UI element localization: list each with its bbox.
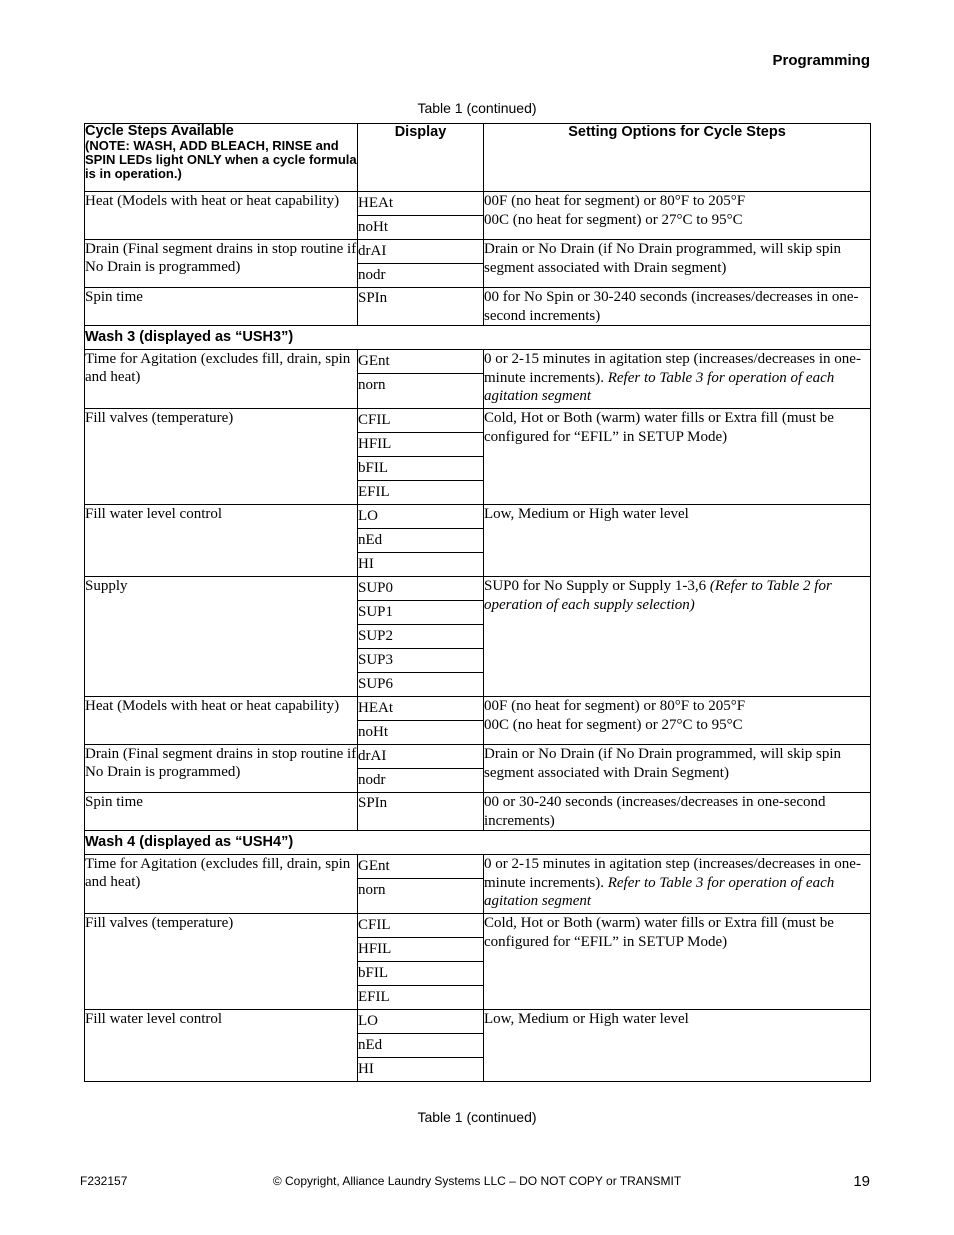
- display-code: SUP0: [358, 577, 484, 601]
- display-code: SUP3: [358, 649, 484, 673]
- display-code: HFIL: [358, 433, 484, 457]
- section-row-wash3: [85, 326, 871, 350]
- section-title-wash3: Wash 3 (displayed as “USH3”): [85, 326, 871, 350]
- setting-option-text: 0 or 2-15 minutes in agitation step (increases/decreases in one-minute increments).: [484, 856, 861, 891]
- setting-option: [484, 855, 871, 914]
- display-code: norn: [358, 374, 484, 409]
- display-code: nodr: [358, 264, 484, 288]
- footer-copyright: © Copyright, Alliance Laundry Systems LLC – DO NOT COPY or TRANSMIT: [272, 1174, 682, 1188]
- table-caption-top: Table 1 (continued): [417, 100, 537, 116]
- section-row-wash4: [85, 831, 871, 855]
- step-label: Fill water level control: [85, 1010, 358, 1082]
- step-label: Heat (Models with heat or heat capability): [85, 192, 358, 240]
- cycle-steps-table: [84, 123, 871, 1082]
- display-code: HI: [358, 553, 484, 577]
- setting-option-line: 00C (no heat for segment) or 27°C to 95°C: [484, 716, 743, 733]
- table-row: [85, 288, 871, 326]
- header-cycle-steps-title: Cycle Steps Available: [85, 123, 234, 139]
- section-title-wash4: Wash 4 (displayed as “USH4”): [85, 831, 871, 855]
- display-code: GEnt: [358, 855, 484, 879]
- setting-option: [484, 697, 871, 745]
- footer-doc-number: F232157: [80, 1174, 128, 1188]
- step-label: Time for Agitation (excludes fill, drain, spin and heat): [85, 855, 358, 914]
- section-title: Programming: [772, 52, 870, 69]
- setting-option-line: 00C (no heat for segment) or 27°C to 95°C: [484, 211, 743, 228]
- step-label: Supply: [85, 577, 358, 697]
- table-header-row: [85, 124, 871, 192]
- setting-option: Drain or No Drain (if No Drain programmed, will skip spin segment associated with Drain Segment): [484, 745, 871, 793]
- header-setting-options: Setting Options for Cycle Steps: [484, 124, 871, 192]
- display-code: drAI: [358, 745, 484, 769]
- setting-option-line: 00F (no heat for segment) or 80°F to 205°F: [484, 193, 746, 209]
- table-row: [85, 914, 871, 938]
- setting-option-reference: Refer to Table 3 for operation of each agitation segment: [484, 369, 835, 404]
- setting-option: Cold, Hot or Both (warm) water fills or Extra fill (must be configured for “EFIL” in SETUP Mode): [484, 409, 871, 505]
- step-label: Spin time: [85, 793, 358, 831]
- setting-option: Drain or No Drain (if No Drain programmed, will skip spin segment associated with Drain segment): [484, 240, 871, 288]
- table-row: [85, 192, 871, 216]
- setting-option-reference: Refer to Table 3 for operation of each agitation segment: [484, 874, 835, 909]
- table-row: [85, 350, 871, 374]
- table-row: [85, 1010, 871, 1034]
- display-code: SPIn: [358, 793, 484, 831]
- setting-option-line: 00F (no heat for segment) or 80°F to 205°F: [484, 698, 746, 714]
- setting-option-text: 0 or 2-15 minutes in agitation step (increases/decreases in one-minute increments).: [484, 351, 861, 386]
- display-code: noHt: [358, 721, 484, 745]
- step-label: Fill water level control: [85, 505, 358, 577]
- table-row: [85, 697, 871, 721]
- table-row: [85, 240, 871, 264]
- header-display: Display: [358, 124, 484, 192]
- table-row: [85, 855, 871, 879]
- display-code: EFIL: [358, 986, 484, 1010]
- display-code: CFIL: [358, 914, 484, 938]
- step-label: Fill valves (temperature): [85, 409, 358, 505]
- setting-option: Low, Medium or High water level: [484, 1010, 871, 1082]
- display-code: SUP2: [358, 625, 484, 649]
- table-row: [85, 577, 871, 601]
- step-label: Drain (Final segment drains in stop routine if No Drain is programmed): [85, 240, 358, 288]
- table-row: [85, 745, 871, 769]
- step-label: Time for Agitation (excludes fill, drain, spin and heat): [85, 350, 358, 409]
- header-cycle-steps: [85, 124, 358, 192]
- display-code: EFIL: [358, 481, 484, 505]
- display-code: HI: [358, 1058, 484, 1082]
- step-label: Fill valves (temperature): [85, 914, 358, 1010]
- display-code: CFIL: [358, 409, 484, 433]
- setting-option: 00 or 30-240 seconds (increases/decreases in one-second increments): [484, 793, 871, 831]
- display-code: nEd: [358, 529, 484, 553]
- header-cycle-steps-note: (NOTE: WASH, ADD BLEACH, RINSE and SPIN LEDs light ONLY when a cycle formula is in operation.): [85, 138, 357, 181]
- setting-option: [484, 350, 871, 409]
- table-caption-bottom: Table 1 (continued): [417, 1109, 537, 1125]
- display-code: drAI: [358, 240, 484, 264]
- table-row: [85, 793, 871, 831]
- step-label: Spin time: [85, 288, 358, 326]
- display-code: bFIL: [358, 457, 484, 481]
- setting-option: Cold, Hot or Both (warm) water fills or Extra fill (must be configured for “EFIL” in SETUP Mode): [484, 914, 871, 1010]
- table-row: [85, 409, 871, 433]
- page-number: 19: [853, 1173, 870, 1190]
- setting-option-reference: (Refer to Table 2 for operation of each supply selection): [484, 578, 832, 613]
- display-code: noHt: [358, 216, 484, 240]
- display-code: SUP6: [358, 673, 484, 697]
- setting-option: 00 for No Spin or 30-240 seconds (increases/decreases in one-second increments): [484, 288, 871, 326]
- display-code: HFIL: [358, 938, 484, 962]
- display-code: nodr: [358, 769, 484, 793]
- display-code: LO: [358, 505, 484, 529]
- setting-option: [484, 192, 871, 240]
- display-code: norn: [358, 879, 484, 914]
- display-code: bFIL: [358, 962, 484, 986]
- setting-option: [484, 577, 871, 697]
- display-code: SUP1: [358, 601, 484, 625]
- display-code: SPIn: [358, 288, 484, 326]
- display-code: LO: [358, 1010, 484, 1034]
- setting-option-text: SUP0 for No Supply or Supply 1-3,6: [484, 578, 707, 594]
- display-code: HEAt: [358, 192, 484, 216]
- display-code: GEnt: [358, 350, 484, 374]
- display-code: HEAt: [358, 697, 484, 721]
- display-code: nEd: [358, 1034, 484, 1058]
- step-label: Drain (Final segment drains in stop routine if No Drain is programmed): [85, 745, 358, 793]
- setting-option: Low, Medium or High water level: [484, 505, 871, 577]
- step-label: Heat (Models with heat or heat capability): [85, 697, 358, 745]
- table-row: [85, 505, 871, 529]
